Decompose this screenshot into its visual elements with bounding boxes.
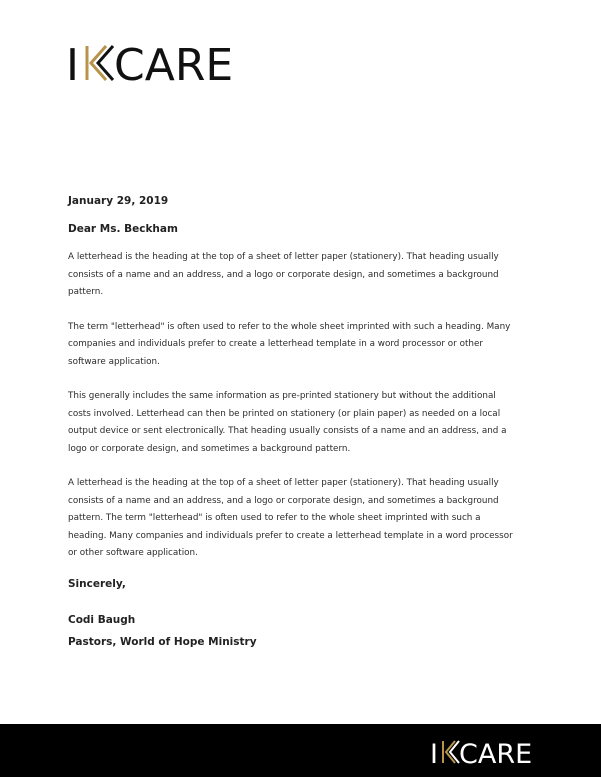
footer-logo-mark-icon	[430, 738, 552, 770]
logo-letter-i: I	[66, 40, 79, 91]
logo-mark-icon	[66, 40, 266, 91]
logo-word: CARE	[114, 40, 234, 91]
footer-logo-k-chevron-icon	[443, 741, 459, 763]
signer-title: Pastors, World of Hope Ministry	[68, 635, 257, 648]
paragraph: A letterhead is the heading at the top of a sheet of letter paper (stationery). That heading usually consists of a name and an address, and a logo or corporate design, and sometimes a background pattern.	[68, 252, 499, 297]
signer-name: Codi Baugh	[68, 613, 136, 626]
paragraph: This generally includes the same information as pre-printed stationery but without the additional costs involved. Letterhead can then be printed on stationery (or plain paper) as needed on a local output device or sent electronically. That heading usually consists of a name and an address, and a logo or corporate design, and sometimes a background pattern.	[68, 391, 507, 454]
paragraph: The term "letterhead" is often used to refer to the whole sheet imprinted with such a heading. Many companies and individuals prefer to create a letterhead template in a word processor or other software application.	[68, 321, 511, 367]
letter-date: January 29, 2019	[68, 195, 169, 207]
logo-k-chevron-icon	[87, 46, 113, 80]
paragraph: A letterhead is the heading at the top of a sheet of letter paper (stationery). That heading usually consists of a name and an address, and a logo or corporate design, and sometimes a background pattern. The term "letterhead" is often used to refer to the whole sheet imprinted with such a heading. Many companies and individuals prefer to create a letterhead template in a word processor or other software application.	[68, 478, 513, 558]
footer-logo-letter-i: I	[430, 739, 438, 770]
footer-logo-word: CARE	[459, 739, 533, 770]
header-logo	[66, 40, 266, 91]
letter-closing: Sincerely,	[68, 577, 126, 590]
footer-logo	[430, 738, 552, 770]
letter-body	[68, 194, 520, 649]
letter-salutation: Dear Ms. Beckham	[68, 223, 178, 235]
